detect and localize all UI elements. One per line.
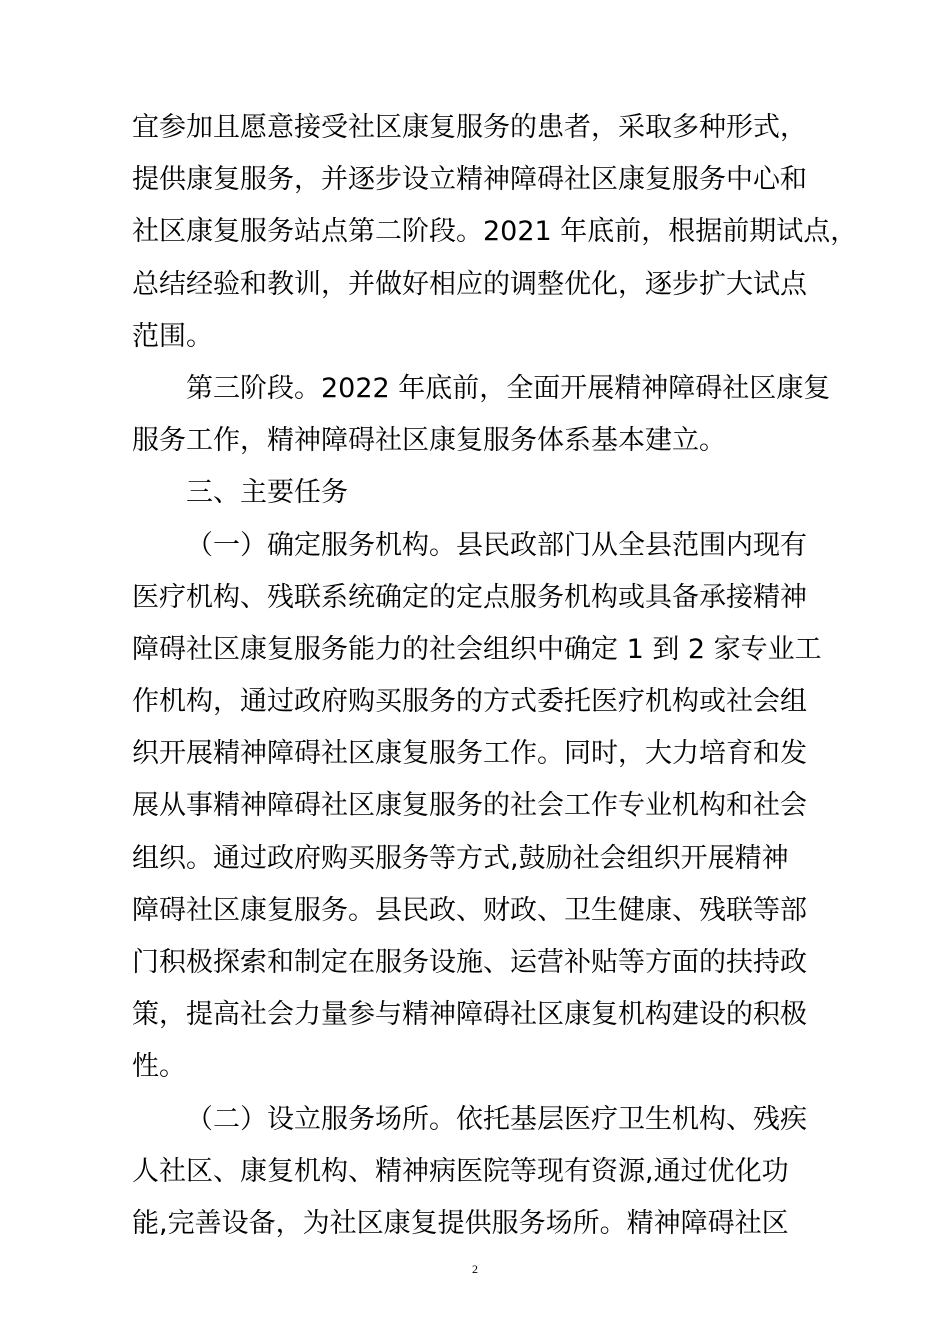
text-line: 服务工作，精神障碍社区康复服务体系基本建立。 [132, 425, 726, 457]
text-line: 组织。通过政府购买服务等方式,鼓励社会组织开展精神 [132, 842, 789, 874]
text-line: 门积极探索和制定在服务设施、运营补贴等方面的扶持政 [132, 947, 807, 978]
text-line: 社区康复服务站点第二阶段。2021 年底前，根据前期试点， [132, 216, 858, 248]
text-line: 宜参加且愿意接受社区康复服务的患者，采取多种形式， [132, 112, 807, 143]
text-line: 提供康复服务，并逐步设立精神障碍社区康复服务中心和 [132, 164, 807, 196]
text-line: 展从事精神障碍社区康复服务的社会工作专业机构和社会 [132, 790, 807, 822]
section-heading: 三、主要任务 [186, 477, 348, 509]
text-line: 作机构，通过政府购买服务的方式委托医疗机构或社会组 [132, 686, 807, 718]
text-line: 性。 [132, 1051, 186, 1083]
text-line: 障碍社区康复服务能力的社会组织中确定 1 到 2 家专业工 [132, 633, 822, 665]
text-line: 人社区、康复机构、精神病医院等现有资源,通过优化功 [132, 1155, 789, 1187]
paragraph-first-line: （一）确定服务机构。县民政部门从全县范围内现有 [186, 529, 807, 561]
text-line: 障碍社区康复服务。县民政、财政、卫生健康、残联等部 [132, 894, 807, 926]
paragraph-first-line: 第三阶段。2022 年底前，全面开展精神障碍社区康复 [186, 372, 831, 404]
paragraph-first-line: （二）设立服务场所。依托基层医疗卫生机构、残疾 [186, 1103, 807, 1135]
text-line: 总结经验和教训，并做好相应的调整优化，逐步扩大试点 [132, 268, 807, 300]
text-line: 范围。 [132, 320, 213, 352]
text-line: 医疗机构、残联系统确定的定点服务机构或具备承接精神 [132, 581, 807, 613]
page-number: 2 [472, 1262, 478, 1276]
text-line: 织开展精神障碍社区康复服务工作。同时，大力培育和发 [132, 738, 807, 770]
text-line: 能,完善设备，为社区康复提供服务场所。精神障碍社区 [132, 1207, 789, 1239]
body-text [132, 102, 858, 1250]
text-line: 策，提高社会力量参与精神障碍社区康复机构建设的积极 [132, 999, 807, 1031]
